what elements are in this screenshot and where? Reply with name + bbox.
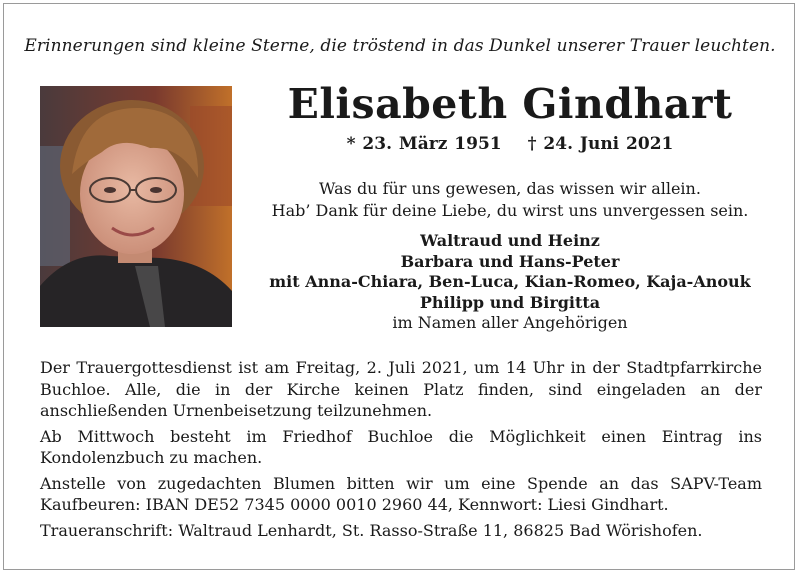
life-dates: [250, 134, 770, 154]
service-information: [40, 357, 762, 545]
death-date: † 24. Juni 2021: [527, 134, 674, 154]
verse-line: Was du für uns gewesen, das wissen wir allein.: [319, 179, 701, 198]
family-line: Philipp und Birgitta: [419, 292, 601, 312]
family-line: Barbara und Hans-Peter: [400, 251, 620, 271]
birth-date: * 23. März 1951: [346, 134, 502, 154]
family-line: Waltraud und Heinz: [420, 231, 600, 250]
motto-text: Erinnerungen sind kleine Sterne, die tröstend in das Dunkel unserer Trauer leuchten.: [24, 36, 776, 56]
portrait-illustration: [40, 86, 232, 327]
donation-paragraph: Anstelle von zugedachten Blumen bitten wir um eine Spende an das SAPV-Team Kaufbeuren: IBAN DE52 7345 0000 0010 2960 44, Kennwort: Liesi Gindhart.: [40, 473, 762, 514]
family-closing: im Namen aller Angehörigen: [392, 313, 628, 332]
memorial-verse: [250, 178, 770, 222]
family-line: mit Anna-Chiara, Ben-Luca, Kian-Romeo, Kaja-Anouk: [269, 272, 751, 291]
verse-line: Hab’ Dank für deine Liebe, du wirst uns unvergessen sein.: [271, 201, 749, 220]
condolence-book-paragraph: Ab Mittwoch besteht im Friedhof Buchloe die Möglichkeit einen Eintrag ins Kondolenzbuch zu machen.: [40, 426, 762, 467]
mourning-address-paragraph: Traueranschrift: Waltraud Lenhardt, St. Rasso-Straße 11, 86825 Bad Wörishofen.: [40, 520, 703, 540]
portrait-photo: [40, 86, 232, 327]
family-signature: [250, 231, 770, 334]
funeral-service-paragraph: Der Trauergottesdienst ist am Freitag, 2. Juli 2021, um 14 Uhr in der Stadtpfarrkirche Buchloe. Alle, die in der Kirche keinen Platz finden, sind eingeladen an der anschließenden Urnenbeisetzung teilzunehmen.: [40, 358, 762, 420]
deceased-name: Elisabeth Gindhart: [287, 80, 733, 128]
